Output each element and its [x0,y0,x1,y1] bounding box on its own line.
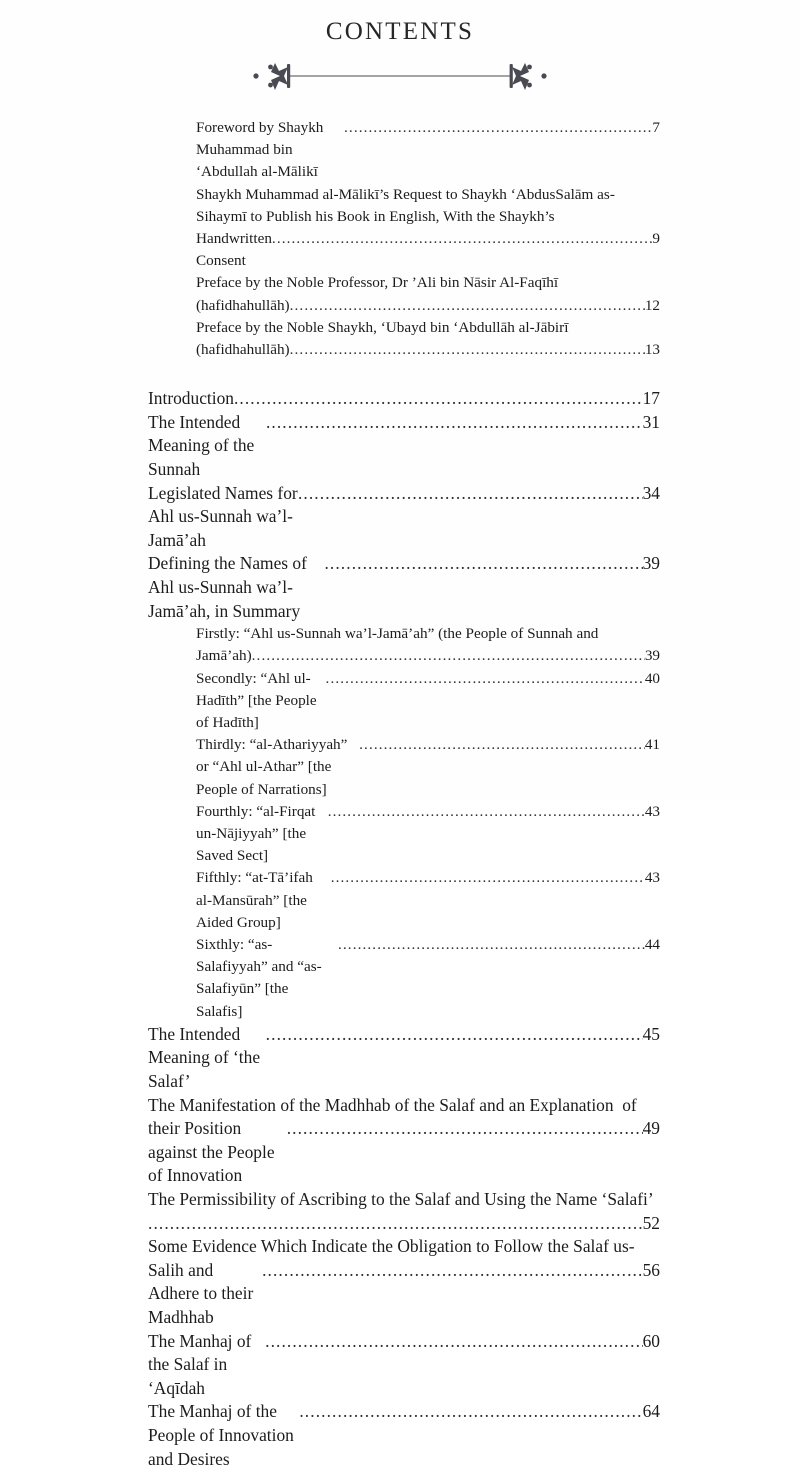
toc-entry-row [148,1259,660,1330]
toc-entry[interactable] [148,1400,660,1471]
toc-entry-title: The Intended Meaning of the Sunnah [148,411,259,480]
toc-entry-list [0,117,800,1471]
toc-entry-title: The Manhaj of the Salaf in ‘Aqīdah [148,1330,256,1398]
dot-leader [287,1117,643,1141]
toc-entry[interactable] [148,387,660,411]
toc-entry[interactable] [148,1330,660,1401]
toc-entry-line: Sihaymī to Publish his Book in English, With the Shaykh’s [196,207,555,225]
toc-entry-row [148,1400,660,1471]
toc-entry-title: Fifthly: “at-Tā’ifah al-Mansūrah” [the Aided Group] [196,869,317,931]
toc-entry-title: Salih and Adhere to their Madhhab [148,1259,258,1327]
page-number: 40 [644,669,660,687]
divider-ornament [250,59,550,93]
dot-leader [290,339,645,361]
toc-entry-line: Preface by the Noble Professor, Dr ’Ali bin Nāsir Al-Faqīhī [196,274,559,292]
toc-entry[interactable] [148,1094,660,1188]
page-number: 9 [652,230,660,248]
toc-entry[interactable] [148,1235,660,1329]
toc-entry-title: Introduction [148,388,234,409]
toc-entry[interactable] [196,801,660,868]
toc-entry-row [196,295,660,317]
toc-entry-title: Foreword by Shaykh Muhammad bin ‘Abdullah al-Mālikī [196,119,328,181]
dot-leader [331,867,645,889]
toc-entry-row [196,339,660,361]
dot-leader [265,1330,642,1354]
toc-entry-title: The Intended Meaning of ‘the Salaf’ [148,1023,265,1092]
toc-entry-title: Secondly: “Ahl ul-Hadīth” [the People of Hadīth] [196,669,321,731]
toc-entry[interactable] [148,482,660,553]
toc-entry[interactable] [196,623,660,667]
toc-entry[interactable] [148,552,660,623]
toc-entry[interactable] [148,1023,660,1094]
dot-leader [359,734,645,756]
page-number: 12 [644,296,660,314]
toc-entry-row [148,1117,660,1188]
main-contents-block [148,387,660,1471]
toc-entry-row [148,1023,660,1094]
page-number: 13 [644,341,660,359]
toc-entry-title: (hafidhahullāh) [196,341,290,359]
page-number: 7 [652,119,660,136]
page-number: 34 [642,482,660,503]
dot-leader [326,668,645,690]
toc-entry[interactable] [196,668,660,735]
toc-entry-line: Shaykh Muhammad al-Mālikī’s Request to Shaykh ‘AbdusSalām as- [196,185,615,203]
dot-leader [266,1023,643,1047]
dot-leader [272,228,652,250]
toc-entry[interactable] [196,272,660,316]
toc-entry-title: Jamā’ah) [196,647,252,665]
dot-leader [328,801,645,823]
page-number: 44 [644,936,660,954]
toc-entry-row [196,867,660,934]
toc-entry-line: Firstly: “Ahl us-Sunnah wa’l-Jamā’ah” (the People of Sunnah and [196,625,599,643]
page-number: 49 [642,1118,660,1139]
page-number: 52 [642,1212,660,1233]
page-title: CONTENTS [325,18,475,45]
toc-entry[interactable] [196,117,660,184]
dot-leader [324,552,642,576]
toc-entry[interactable] [148,1188,660,1235]
toc-entry-title: their Position against the People of Innovation [148,1118,279,1186]
toc-entry-row [148,1330,660,1401]
toc-entry-row [148,387,660,411]
dot-leader [262,1259,643,1283]
toc-entry[interactable] [196,184,660,273]
toc-entry-row [148,1212,660,1236]
toc-entry-row [148,482,660,553]
page-number: 43 [644,802,660,820]
toc-entry-title: The Manhaj of the People of Innovation and Desires [148,1401,299,1469]
toc-entry-title: (hafidhahullāh) [196,296,290,314]
dot-leader [148,1212,643,1236]
page-number: 64 [642,1401,660,1422]
toc-entry[interactable] [196,734,660,801]
page-number: 45 [642,1023,660,1044]
toc-entry-row [196,645,660,667]
toc-entry[interactable] [196,867,660,934]
toc-entry-title: Handwritten Consent [196,230,276,270]
toc-entry[interactable] [148,411,660,482]
dot-leader [338,934,645,956]
page-number: 56 [642,1259,660,1280]
dot-leader [252,645,645,667]
toc-entry-row [196,117,660,184]
page-number: 39 [642,553,660,574]
dot-leader [290,295,645,317]
page-number: 60 [642,1330,660,1351]
toc-entry-title: Legislated Names for Ahl us-Sunnah wa’l-Jamā’ah [148,482,302,550]
front-matter-block [148,117,660,361]
toc-entry-row [196,934,660,1023]
dot-leader [299,1400,642,1424]
toc-entry-row [196,668,660,735]
dot-leader [234,387,643,411]
page-number: 39 [644,647,660,665]
dot-leader [298,482,643,506]
toc-entry[interactable] [196,317,660,361]
page-number: 17 [642,388,660,409]
toc-entry-title: Thirdly: “al-Athariyyah” or “Ahl ul-Athar” [the People of Narrations] [196,736,352,798]
toc-entry-row [196,734,660,801]
toc-entry-title: Fourthly: “al-Firqat un-Nājiyyah” [the Saved Sect] [196,802,320,865]
dot-leader [344,117,652,139]
toc-entry-line: Preface by the Noble Shaykh, ‘Ubayd bin ‘Abdullāh al-Jābirī [196,318,569,336]
toc-entry-line: The Permissibility of Ascribing to the Salaf and Using the Name ‘Salafi’ [148,1188,654,1209]
toc-entry-row [196,228,660,272]
toc-entry-line: Some Evidence Which Indicate the Obligation to Follow the Salaf us- [148,1236,635,1257]
toc-entry[interactable] [196,934,660,1023]
toc-entry-title: Defining the Names of Ahl us-Sunnah wa’l-Jamā’ah, in Summary [148,553,311,621]
page-number: 43 [644,869,660,887]
toc-entry-line: The Manifestation of the Madhhab of the Salaf and an Explanation of [148,1094,637,1115]
toc-entry-row [148,411,660,482]
page-number: 31 [642,411,660,432]
page-number: 41 [644,736,660,754]
toc-entry-title: Sixthly: “as-Salafiyyah” and “as-Salafiyūn” [the Salafis] [196,936,322,1020]
toc-entry-row [148,552,660,623]
dot-leader [266,411,643,435]
toc-entry-row [196,801,660,868]
